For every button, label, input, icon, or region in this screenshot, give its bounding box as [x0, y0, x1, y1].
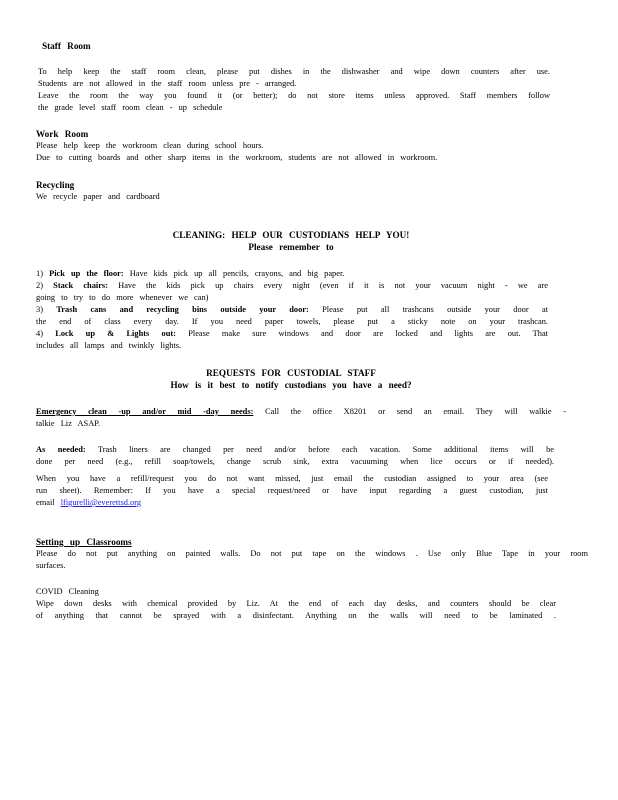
covid-section — [36, 586, 556, 622]
work-room-section — [36, 128, 582, 164]
cleaning-heading-1: CLEANING: HELP OUR CUSTODIANS HELP YOU! — [172, 230, 410, 240]
list-number-1: 1) — [36, 269, 43, 278]
as-needed-text: Trash liners are changed per need and/or before each vacation. Some additional items will be — [97, 445, 554, 454]
as-needed-section — [36, 444, 554, 468]
requests-heading-2: How is it best to notify custodians you have a need? — [170, 380, 412, 390]
emergency-label: Emergency clean -up and/or mid -day needs: — [36, 407, 254, 416]
covid-title: COVID Cleaning — [36, 587, 99, 596]
refill-line-3 — [36, 497, 548, 509]
refill-email-prefix: email — [36, 498, 55, 507]
list-number-4: 4) — [36, 329, 43, 338]
pick-up-floor-label: Pick up the floor: — [49, 269, 124, 278]
staff-room-line-3: Leave the room the way you found it (or better); do not store items unless approved. Staff members follow — [38, 91, 550, 100]
emergency-line-1 — [36, 406, 566, 418]
cleaning-heading — [36, 229, 546, 253]
staff-room-title: Staff Room — [42, 41, 91, 51]
lock-up-text: Please make sure windows and door are locked and lights are out. That — [188, 329, 549, 338]
work-room-line-2: Due to cutting boards and other sharp items in the workroom, students are not allowed in workroom. — [36, 153, 438, 162]
work-room-line-1: Please help keep the workroom clean during school hours. — [36, 141, 264, 150]
as-needed-cont: done per need (e.g., refill soap/towels, change scrub sink, extra vacuuming when lice occurs or if needed). — [36, 457, 554, 466]
recycling-line-1: We recycle paper and cardboard — [36, 192, 160, 201]
staff-room-line-2: Students are not allowed in the staff room unless pre - arranged. — [38, 79, 297, 88]
requests-heading — [36, 367, 546, 391]
requests-heading-1: REQUESTS FOR CUSTODIAL STAFF — [206, 368, 376, 378]
stack-chairs-text: Have the kids pick up chairs every night (even if it is not your vacuum night - we are — [118, 281, 549, 290]
trash-cans-text: Please put all trashcans outside your door at — [322, 305, 549, 314]
list-item-1 — [36, 268, 548, 280]
as-needed-label: As needed: — [36, 445, 86, 454]
stack-chairs-cont: going to try to do more whenever we can) — [36, 293, 209, 302]
refill-line-1: When you have a refill/request you do not want missed, just email the custodian assigned to your area (see — [36, 474, 548, 483]
emergency-section — [36, 406, 566, 430]
classrooms-line-1: Please do not put anything on painted walls. Do not put tape on the windows . Use only Blue Tape in your room — [36, 549, 588, 558]
refill-line-2: run sheet). Remember: If you have a special request/need or have input regarding a guest custodian, just — [36, 486, 548, 495]
lock-up-cont: includes all lamps and twinkly lights. — [36, 341, 182, 350]
list-item-4 — [36, 328, 548, 340]
covid-line-2: of anything that cannot be sprayed with a disinfectant. Anything on the walls will need to be laminated . — [36, 611, 556, 620]
cleaning-heading-2: Please remember to — [248, 242, 334, 252]
refill-section — [36, 473, 548, 509]
classrooms-title: Setting up Classrooms — [36, 537, 132, 547]
classrooms-line-2: surfaces. — [36, 561, 66, 570]
staff-room-line-4: the grade level staff room clean - up schedule — [38, 103, 223, 112]
trash-cans-label: Trash cans and recycling bins outside your door: — [56, 305, 309, 314]
recycling-section — [36, 179, 582, 203]
list-number-3: 3) — [36, 305, 43, 314]
staff-room-body — [38, 66, 550, 114]
emergency-text: Call the office X8201 or send an email. They will walkie - — [265, 407, 567, 416]
cleaning-list — [36, 268, 548, 352]
recycling-title: Recycling — [36, 180, 75, 190]
as-needed-line-1 — [36, 444, 554, 456]
custodian-email-link[interactable]: lfigurelli@everettsd.org — [60, 498, 142, 507]
staff-room-line-1: To help keep the staff room clean, please put dishes in the dishwasher and wipe down counters after use. — [38, 67, 550, 76]
work-room-title: Work Room — [36, 129, 89, 139]
list-item-3 — [36, 304, 548, 316]
list-number-2: 2) — [36, 281, 43, 290]
emergency-cont: talkie Liz ASAP. — [36, 419, 101, 428]
lock-up-label: Lock up & Lights out: — [55, 329, 176, 338]
trash-cans-cont: the end of class every day. If you need paper towels, please put a sticky note on your trashcan. — [36, 317, 548, 326]
list-item-2 — [36, 280, 548, 292]
classrooms-section — [36, 536, 588, 572]
pick-up-floor-text: Have kids pick up all pencils, crayons, and big paper. — [129, 269, 345, 278]
covid-line-1: Wipe down desks with chemical provided by Liz. At the end of each day desks, and counters should be clear — [36, 599, 556, 608]
stack-chairs-label: Stack chairs: — [53, 281, 108, 290]
staff-room-section — [36, 40, 582, 52]
